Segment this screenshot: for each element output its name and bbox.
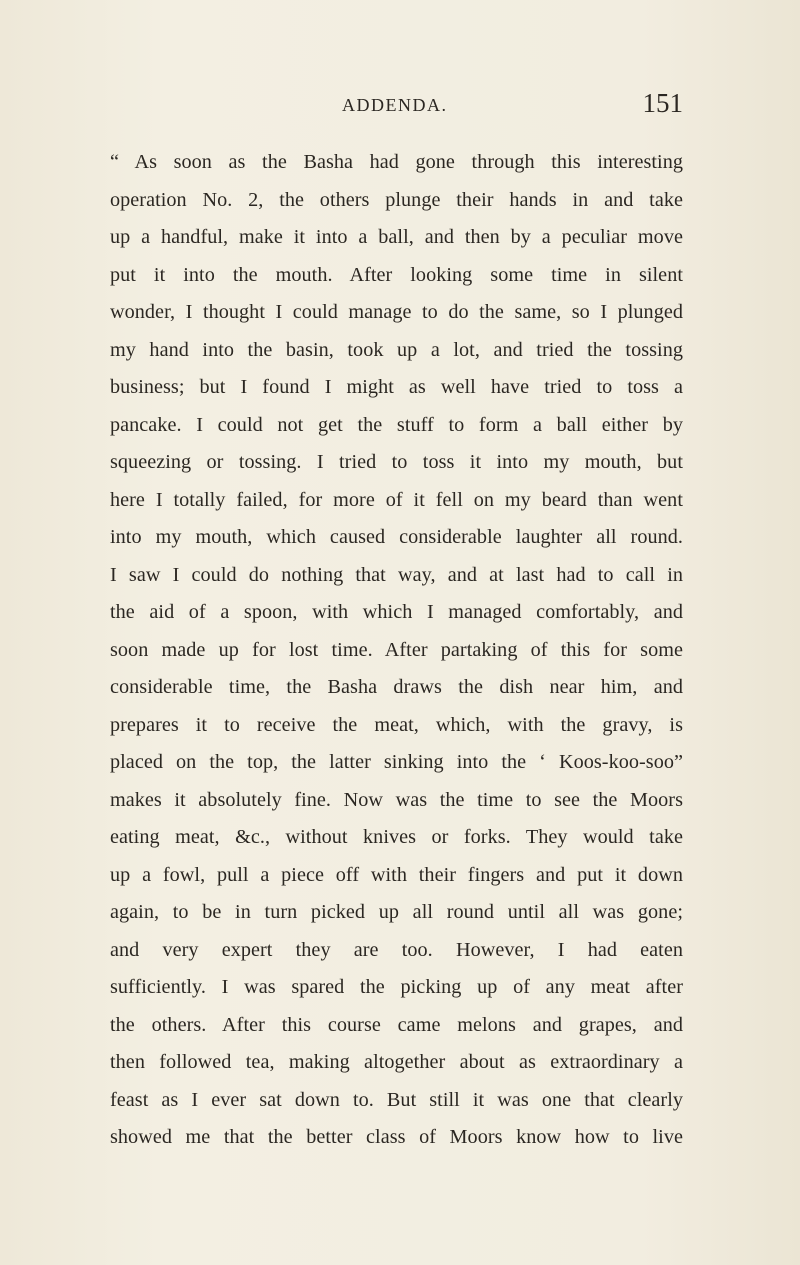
running-head: ADDENDA. — [342, 95, 448, 115]
text-line-6: my hand into the basin, took up a lot, and tried the tossing — [110, 338, 683, 361]
text-line-18: makes it absolutely fine. Now was the time to see the Moors — [110, 788, 683, 811]
text-line-14: soon made up for lost time. After partaking of this for some — [110, 638, 683, 661]
text-line-23: sufficiently. I was spared the picking up of any meat after — [110, 976, 683, 998]
text-line-27: showed me that the better class of Moors know how to live — [110, 1126, 683, 1148]
text-line-19: eating meat, &c., without knives or forks. They would take — [110, 826, 683, 848]
text-line-22: and very expert they are too. However, I had eaten — [110, 938, 683, 961]
text-line-2: operation No. 2, the others plunge their hands in and take — [110, 188, 683, 211]
text-line-12: I saw I could do nothing that way, and at last had to call in — [110, 563, 683, 586]
text-line-13: the aid of a spoon, with which I managed comfortably, and — [110, 601, 683, 623]
text-line-20: up a fowl, pull a piece off with their fingers and put it down — [110, 863, 683, 886]
text-line-26: feast as I ever sat down to. But still it was one that clearly — [110, 1088, 683, 1111]
text-line-11: into my mouth, which caused considerable laughter all round. — [110, 526, 683, 548]
text-line-25: then followed tea, making altogether about as extraordinary a — [110, 1051, 683, 1073]
body-text — [110, 144, 683, 1157]
text-line-3: up a handful, make it into a ball, and then by a peculiar move — [110, 226, 683, 248]
text-line-21: again, to be in turn picked up all round until all was gone; — [110, 901, 683, 923]
text-line-8: pancake. I could not get the stuff to form a ball either by — [110, 413, 683, 436]
page-number: 151 — [642, 88, 683, 118]
text-line-7: business; but I found I might as well have tried to toss a — [110, 376, 683, 398]
text-line-17: placed on the top, the latter sinking into the ‘ Koos-koo-soo” — [110, 751, 683, 773]
text-line-16: prepares it to receive the meat, which, with the gravy, is — [110, 713, 683, 736]
text-line-24: the others. After this course came melons and grapes, and — [110, 1013, 683, 1036]
text-line-4: put it into the mouth. After looking some time in silent — [110, 263, 683, 286]
text-line-1: “ As soon as the Basha had gone through this interesting — [110, 151, 683, 173]
text-line-10: here I totally failed, for more of it fell on my beard than went — [110, 488, 683, 511]
text-line-15: considerable time, the Basha draws the dish near him, and — [110, 676, 683, 698]
text-line-5: wonder, I thought I could manage to do the same, so I plunged — [110, 301, 683, 323]
text-line-9: squeezing or tossing. I tried to toss it into my mouth, but — [110, 451, 683, 473]
page-header — [110, 88, 683, 122]
